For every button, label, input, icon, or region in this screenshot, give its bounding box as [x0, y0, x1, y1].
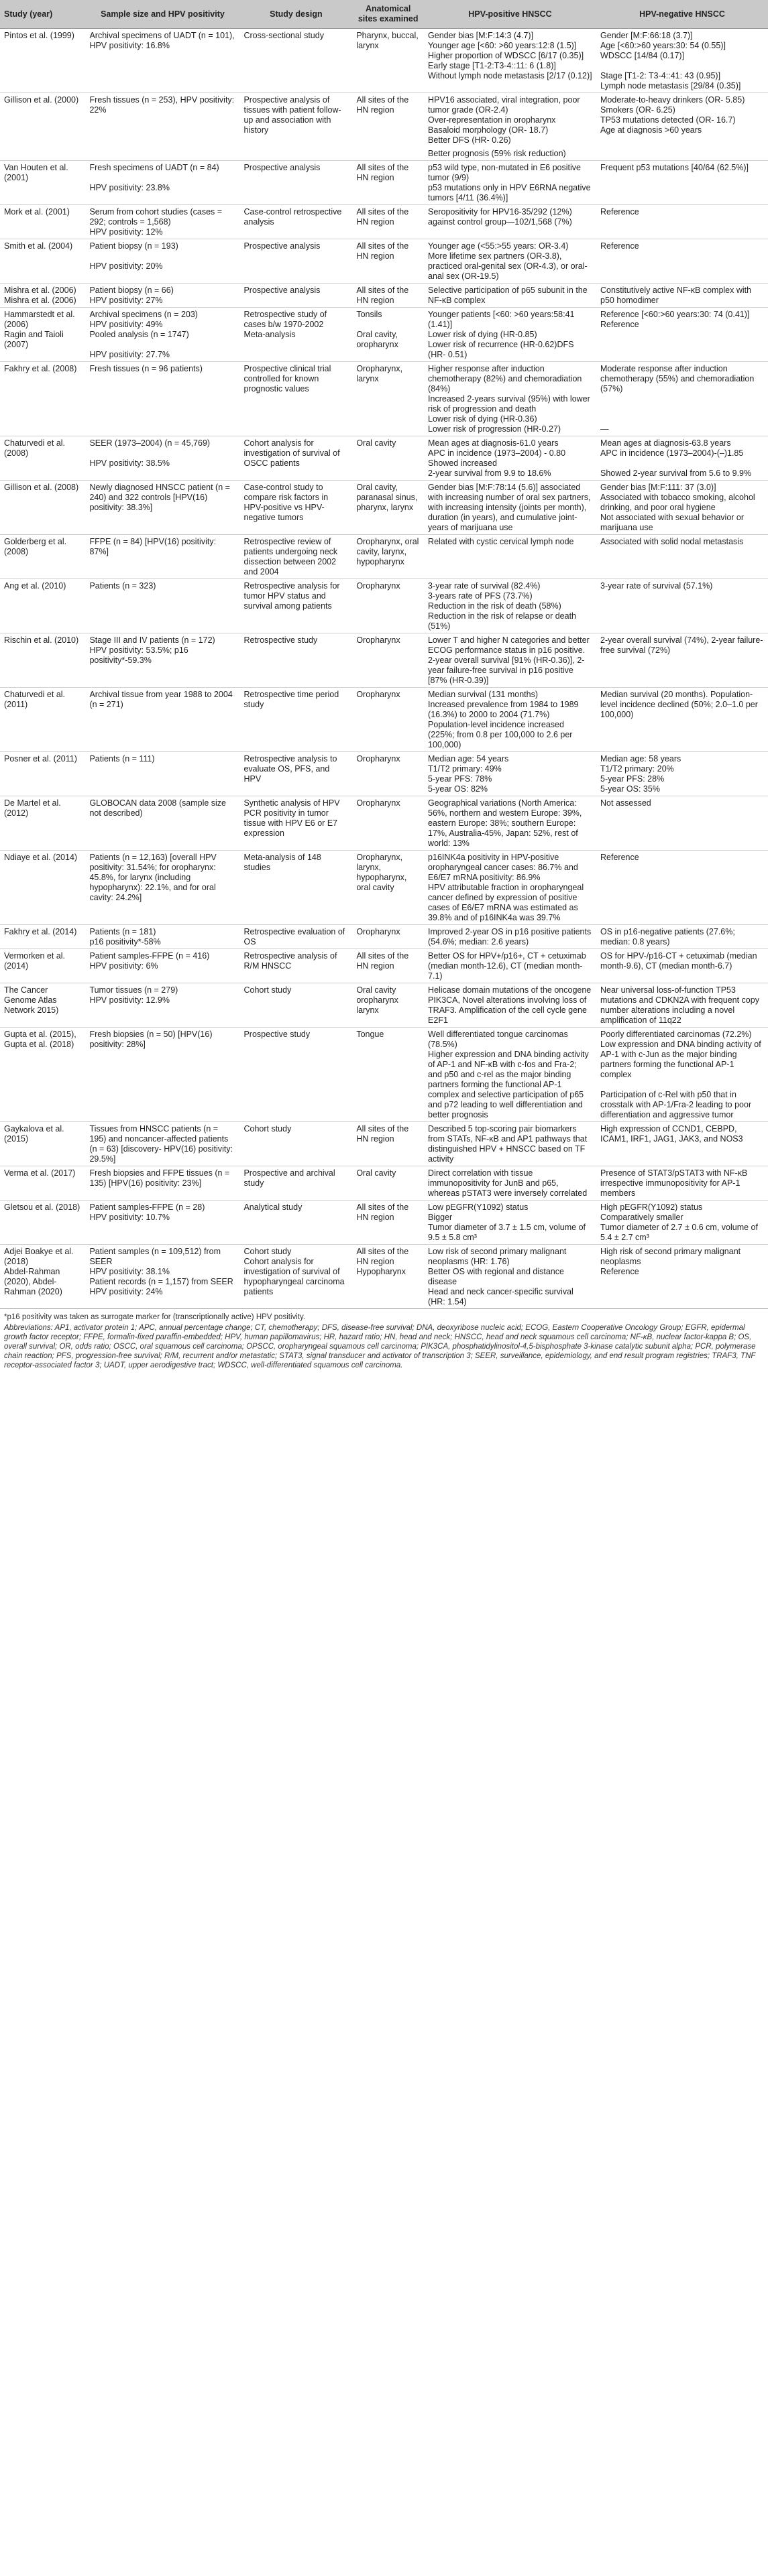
- cell-hpv-negative: Presence of STAT3/pSTAT3 with NF-κB irrespective immunopositivity for AP-1 members: [596, 1166, 768, 1201]
- cell-design: Prospective analysis of tissues with patient follow-up and association with history: [239, 93, 352, 147]
- cell-design: Retrospective study: [239, 633, 352, 688]
- cell-sites: All sites of the HN region: [352, 1122, 424, 1166]
- cell-design: Cohort study: [239, 983, 352, 1028]
- cell-design: Retrospective analysis for tumor HPV status and survival among patients: [239, 579, 352, 633]
- cell-hpv-negative: Reference: [596, 205, 768, 239]
- cell-design: Prospective analysis: [239, 284, 352, 308]
- cell-sites: Oral cavity oropharynx larynx: [352, 983, 424, 1028]
- cell-sample: Fresh tissues (n = 96 patients): [85, 362, 239, 436]
- cell-hpv-negative: Associated with solid nodal metastasis: [596, 535, 768, 579]
- cell-sites: Oropharynx: [352, 752, 424, 796]
- cell-hpv-positive: Described 5 top-scoring pair biomarkers from STATs, NF-κB and AP1 pathways that distinguished HPV + HNSCC based on TF activity: [424, 1122, 596, 1166]
- cell-study: Adjei Boakye et al. (2018) Abdel-Rahman (2020), Abdel-Rahman (2020): [0, 1245, 85, 1309]
- cell-sample: Archival tissue from year 1988 to 2004 (n = 271): [85, 688, 239, 752]
- cell-sites: Oral cavity: [352, 436, 424, 481]
- table-row: [0, 147, 768, 161]
- cell-sites: All sites of the HN region: [352, 1201, 424, 1245]
- table-row: [0, 851, 768, 925]
- cell-sites: All sites of the HN region Hypopharynx: [352, 1245, 424, 1309]
- table-row: [0, 1122, 768, 1166]
- cell-design: Retrospective review of patients undergoing neck dissection between 2002 and 2004: [239, 535, 352, 579]
- cell-sample: Stage III and IV patients (n = 172) HPV positivity: 53.5%; p16 positivity*-59.3%: [85, 633, 239, 688]
- cell-hpv-negative: OS in p16-negative patients (27.6%; median: 0.8 years): [596, 925, 768, 949]
- cell-hpv-negative: Median survival (20 months). Population-level incidence declined (50%; 2.0–1.0 per 100,000): [596, 688, 768, 752]
- table-row: [0, 535, 768, 579]
- cell-design: Cohort study: [239, 1122, 352, 1166]
- cell-hpv-positive: Younger age (<55:>55 years: OR-3.4) More lifetime sex partners (OR-3.8), practiced oral-genital sex (OR-4.3), or oral-anal sex (OR-19.5): [424, 239, 596, 284]
- cell-hpv-negative: Reference: [596, 239, 768, 284]
- cell-design: Synthetic analysis of HPV PCR positivity in tumor tissue with HPV E6 or E7 expression: [239, 796, 352, 851]
- table-row: [0, 205, 768, 239]
- cell-design: Retrospective analysis of R/M HNSCC: [239, 949, 352, 983]
- cell-hpv-positive: Well differentiated tongue carcinomas (78.5%) Higher expression and DNA binding activity of AP-1 and NF-κB with c-fos and Fra-2; and p50 and c-rel as the major binding partners forming the functional AP-1 complex and selective participation of p65 and p72 leading to well differentiation and better prognosis: [424, 1028, 596, 1122]
- cell-study: Posner et al. (2011): [0, 752, 85, 796]
- cell-sites: All sites of the HN region: [352, 284, 424, 308]
- header-sample: Sample size and HPV positivity: [85, 0, 239, 29]
- cell-hpv-negative: High pEGFR(Y1092) status Comparatively smaller Tumor diameter of 2.7 ± 0.6 cm, volume of 5.4 ± 2.7 cm³: [596, 1201, 768, 1245]
- cell-study: Hammarstedt et al. (2006) Ragin and Taioli (2007): [0, 308, 85, 362]
- cell-design: Prospective study: [239, 1028, 352, 1122]
- cell-sites: All sites of the HN region: [352, 161, 424, 205]
- cell-hpv-negative: 2-year overall survival (74%), 2-year failure-free survival (72%): [596, 633, 768, 688]
- cell-hpv-positive: Low risk of second primary malignant neoplasms (HR: 1.76) Better OS with regional and distance disease Head and neck cancer-specific survival (HR: 1.54): [424, 1245, 596, 1309]
- cell-hpv-negative: Frequent p53 mutations [40/64 (62.5%)]: [596, 161, 768, 205]
- cell-hpv-positive: Direct correlation with tissue immunopositivity for JunB and p65, whereas pSTAT3 were inversely correlated: [424, 1166, 596, 1201]
- cell-sites: Oropharynx: [352, 633, 424, 688]
- cell-sample: Patient samples-FFPE (n = 28) HPV positivity: 10.7%: [85, 1201, 239, 1245]
- header-sites: Anatomical sites examined: [352, 0, 424, 29]
- cell-sites: Oropharynx: [352, 796, 424, 851]
- cell-study: Smith et al. (2004): [0, 239, 85, 284]
- cell-hpv-negative: Mean ages at diagnosis-63.8 years APC in incidence (1973–2004)-(–)1.85 Showed 2-year survival from 5.6 to 9.9%: [596, 436, 768, 481]
- cell-sample: Patient samples (n = 109,512) from SEER HPV positivity: 38.1% Patient records (n = 1,157) from SEER HPV positivity: 24%: [85, 1245, 239, 1309]
- cell-study: Gletsou et al. (2018): [0, 1201, 85, 1245]
- cell-hpv-positive: Mean ages at diagnosis-61.0 years APC in incidence (1973–2004) - 0.80 Showed increased 2-year survival from 9.9 to 18.6%: [424, 436, 596, 481]
- header-hpv-positive: HPV-positive HNSCC: [424, 0, 596, 29]
- cell-design: Meta-analysis of 148 studies: [239, 851, 352, 925]
- table-row: [0, 983, 768, 1028]
- cell-sample: Patients (n = 12,163) [overall HPV positivity: 31.54%; for oropharynx: 45.8%, for larynx (including hypopharynx): 22.1%, and for oral cavity: 24.2%]: [85, 851, 239, 925]
- cell-study: Van Houten et al. (2001): [0, 161, 85, 205]
- table-row: [0, 579, 768, 633]
- cell-study: Ang et al. (2010): [0, 579, 85, 633]
- cell-design: Analytical study: [239, 1201, 352, 1245]
- cell-hpv-positive: Gender bias [M:F:14:3 (4.7)] Younger age [<60: >60 years:12:8 (1.5)] Higher proportion of WDSCC [6/17 (0.35)] Early stage [T1-2:T3-4::11: 6 (1.8)] Without lymph node metastasis [2/17 (0.12)]: [424, 29, 596, 93]
- cell-study: Gillison et al. (2000): [0, 93, 85, 147]
- cell-design: Case-control retrospective analysis: [239, 205, 352, 239]
- cell-study: The Cancer Genome Atlas Network 2015): [0, 983, 85, 1028]
- cell-study: Fakhry et al. (2014): [0, 925, 85, 949]
- cell-hpv-positive: Younger patients [<60: >60 years:58:41 (1.41)] Lower risk of dying (HR-0.85) Lower risk of recurrence (HR-0.62)DFS (HR- 0.51): [424, 308, 596, 362]
- cell-hpv-positive: Related with cystic cervical lymph node: [424, 535, 596, 579]
- header-hpv-negative: HPV-negative HNSCC: [596, 0, 768, 29]
- cell-sample: Serum from cohort studies (cases = 292; controls = 1,568) HPV positivity: 12%: [85, 205, 239, 239]
- cell-design: Retrospective analysis to evaluate OS, PFS, and HPV: [239, 752, 352, 796]
- cell-design: Prospective clinical trial controlled for known prognostic values: [239, 362, 352, 436]
- cell-design: [239, 147, 352, 161]
- cell-hpv-negative: Poorly differentiated carcinomas (72.2%) Low expression and DNA binding activity of AP-1 with c-Jun as the major binding partners forming the functional AP-1 complex Participation of c-Rel with p50 that in crosstalk with AP-1/Fra-2 leading to poor differentiation and aggressive tumor: [596, 1028, 768, 1122]
- table-row: [0, 925, 768, 949]
- cell-study: Chaturvedi et al. (2011): [0, 688, 85, 752]
- cell-hpv-positive: Median age: 54 years T1/T2 primary: 49% 5-year PFS: 78% 5-year OS: 82%: [424, 752, 596, 796]
- cell-hpv-negative: Gender [M:F:66:18 (3.7)] Age [<60:>60 years:30: 54 (0.55)] WDSCC [14/84 (0.17)] Stage [T1-2: T3-4::41: 43 (0.95)] Lymph node metastasis [29/84 (0.35)]: [596, 29, 768, 93]
- cell-sites: Pharynx, buccal, larynx: [352, 29, 424, 93]
- cell-sites: Tonsils Oral cavity, oropharynx: [352, 308, 424, 362]
- cell-design: Retrospective study of cases b/w 1970-2002 Meta-analysis: [239, 308, 352, 362]
- table-footnotes: [0, 1308, 768, 1375]
- cell-hpv-positive: HPV16 associated, viral integration, poor tumor grade (OR-2.4) Over-representation in oropharynx Basaloid morphology (OR- 18.7) Better DFS (HR- 0.26): [424, 93, 596, 147]
- cell-hpv-negative: Constitutively active NF-κB complex with p50 homodimer: [596, 284, 768, 308]
- cell-hpv-positive: p53 wild type, non-mutated in E6 positive tumor (9/9) p53 mutations only in HPV E6RNA negative tumors [4/11 (36.4%)]: [424, 161, 596, 205]
- cell-design: Retrospective evaluation of OS: [239, 925, 352, 949]
- cell-design: Cohort analysis for investigation of survival of OSCC patients: [239, 436, 352, 481]
- cell-study: [0, 147, 85, 161]
- cell-sites: [352, 147, 424, 161]
- cell-sample: FFPE (n = 84) [HPV(16) positivity: 87%]: [85, 535, 239, 579]
- cell-hpv-negative: 3-year rate of survival (57.1%): [596, 579, 768, 633]
- table-row: [0, 752, 768, 796]
- table-row: [0, 239, 768, 284]
- table-row: [0, 284, 768, 308]
- cell-sample: Fresh tissues (n = 253), HPV positivity: 22%: [85, 93, 239, 147]
- cell-study: Gupta et al. (2015), Gupta et al. (2018): [0, 1028, 85, 1122]
- cell-sample: Fresh biopsies and FFPE tissues (n = 135) [HPV(16) positivity: 23%]: [85, 1166, 239, 1201]
- table-row: [0, 308, 768, 362]
- cell-sites: Oral cavity: [352, 1166, 424, 1201]
- cell-study: Rischin et al. (2010): [0, 633, 85, 688]
- cell-sample: GLOBOCAN data 2008 (sample size not described): [85, 796, 239, 851]
- footnote-p16: *p16 positivity was taken as surrogate marker for (transcriptionally active) HPV positivity.: [4, 1313, 306, 1321]
- cell-design: Retrospective time period study: [239, 688, 352, 752]
- header-study: Study (year): [0, 0, 85, 29]
- cell-hpv-positive: Geographical variations (North America: 56%, northern and western Europe: 39%, eastern Europe: 38%; southern Europe: 17%, Australia-45%, Japan: 52%, rest of world: 13%: [424, 796, 596, 851]
- cell-sample: SEER (1973–2004) (n = 45,769) HPV positivity: 38.5%: [85, 436, 239, 481]
- cell-study: Vermorken et al. (2014): [0, 949, 85, 983]
- cell-hpv-negative: [596, 147, 768, 161]
- cell-sites: Oropharynx: [352, 579, 424, 633]
- cell-study: Mishra et al. (2006) Mishra et al. (2006): [0, 284, 85, 308]
- cell-sample: Archival specimens of UADT (n = 101), HPV positivity: 16.8%: [85, 29, 239, 93]
- cell-study: Ndiaye et al. (2014): [0, 851, 85, 925]
- cell-sites: All sites of the HN region: [352, 93, 424, 147]
- table-row: [0, 161, 768, 205]
- cell-sites: Oral cavity, paranasal sinus, pharynx, larynx: [352, 481, 424, 535]
- cell-hpv-negative: Moderate-to-heavy drinkers (OR- 5.85) Smokers (OR- 6.25) TP53 mutations detected (OR- 16.7) Age at diagnosis >60 years: [596, 93, 768, 147]
- cell-hpv-positive: Seropositivity for HPV16-35/292 (12%) against control group—102/1,568 (7%): [424, 205, 596, 239]
- table-body: [0, 29, 768, 1309]
- cell-sites: All sites of the HN region: [352, 239, 424, 284]
- cell-sample: Fresh specimens of UADT (n = 84) HPV positivity: 23.8%: [85, 161, 239, 205]
- cell-sample: Patients (n = 181) p16 positivity*-58%: [85, 925, 239, 949]
- cell-sample: Newly diagnosed HNSCC patient (n = 240) and 322 controls [HPV(16) positivity: 38.3%]: [85, 481, 239, 535]
- cell-hpv-negative: Not assessed: [596, 796, 768, 851]
- cell-hpv-negative: Moderate response after induction chemotherapy (55%) and chemoradiation (57%) —: [596, 362, 768, 436]
- cell-hpv-negative: Reference [<60:>60 years:30: 74 (0.41)] Reference: [596, 308, 768, 362]
- table-row: [0, 29, 768, 93]
- cell-hpv-positive: Improved 2-year OS in p16 positive patients (54.6%; median: 2.6 years): [424, 925, 596, 949]
- cell-sites: Oropharynx: [352, 688, 424, 752]
- cell-hpv-negative: High expression of CCND1, CEBPD, ICAM1, IRF1, JAG1, JAK3, and NOS3: [596, 1122, 768, 1166]
- table-row: [0, 949, 768, 983]
- cell-sites: Oropharynx, larynx, hypopharynx, oral cavity: [352, 851, 424, 925]
- cell-sites: Oropharynx, oral cavity, larynx, hypopharynx: [352, 535, 424, 579]
- cell-study: Golderberg et al. (2008): [0, 535, 85, 579]
- cell-hpv-positive: Selective participation of p65 subunit in the NF-κB complex: [424, 284, 596, 308]
- cell-study: Pintos et al. (1999): [0, 29, 85, 93]
- cell-hpv-negative: Reference: [596, 851, 768, 925]
- cell-study: Fakhry et al. (2008): [0, 362, 85, 436]
- cell-sample: Patient samples-FFPE (n = 416) HPV positivity: 6%: [85, 949, 239, 983]
- cell-design: Cohort study Cohort analysis for investigation of survival of hypopharyngeal carcinoma patients: [239, 1245, 352, 1309]
- cell-sites: Tongue: [352, 1028, 424, 1122]
- cell-hpv-positive: Median survival (131 months) Increased prevalence from 1984 to 1989 (16.3%) to 2000 to 2004 (71.7%) Population-level incidence increased (225%; from 0.8 per 100,000 to 2.6 per 100,000): [424, 688, 596, 752]
- cell-design: Cross-sectional study: [239, 29, 352, 93]
- cell-sites: Oropharynx: [352, 925, 424, 949]
- cell-hpv-positive: Better prognosis (59% risk reduction): [428, 149, 566, 158]
- cell-hpv-negative: Near universal loss-of-function TP53 mutations and CDKN2A with frequent copy number alterations including a novel amplification of 11q22: [596, 983, 768, 1028]
- cell-study: Verma et al. (2017): [0, 1166, 85, 1201]
- table-row: [0, 481, 768, 535]
- cell-design: Case-control study to compare risk factors in HPV-positive vs HPV-negative tumors: [239, 481, 352, 535]
- cell-hpv-positive: Helicase domain mutations of the oncogene PIK3CA, Novel alterations involving loss of TRAF3. Amplification of the cell cycle gene E2F1: [424, 983, 596, 1028]
- table-row: [0, 1166, 768, 1201]
- table-row: [0, 1201, 768, 1245]
- cell-sites: Oropharynx, larynx: [352, 362, 424, 436]
- cell-hpv-positive: Higher response after induction chemotherapy (82%) and chemoradiation (84%) Increased 2-years survival (95%) with lower risk of progression and death Lower risk of dying (HR-0.36) Lower risk of progression (HR-0.27): [424, 362, 596, 436]
- cell-design: Prospective analysis: [239, 161, 352, 205]
- cell-hpv-negative: High risk of second primary malignant neoplasms Reference: [596, 1245, 768, 1309]
- cell-sample: Archival specimens (n = 203) HPV positivity: 49% Pooled analysis (n = 1747) HPV positivity: 27.7%: [85, 308, 239, 362]
- footnote-abbreviations: Abbreviations: AP1, activator protein 1; APC, annual percentage change; CT, chemotherapy; DFS, disease-free survival; DNA, deoxyribose nucleic acid; ECOG, Eastern Cooperative Oncology Group; EGFR, epidermal growth factor receptor; FFPE, formalin-fixed paraffin-embedded; HPV, human papillomavirus; HR, hazard ratio; HN, head and neck; HNSCC, head and neck squamous cell carcinoma; NF-κB, nuclear factor-kappa B; OS, overall survival; OR, odds ratio; OSCC, oral squamous cell carcinoma; OPSCC, oropharyngeal squamous cell carcinoma; PIK3CA, phosphatidylinositol-4,5-bisphosphate 3-kinase catalytic subunit alpha; PCR, polymerase chain reaction; PFS, progression-free survival; R/M, recurrent and/or metastatic; STAT3, signal transducer and activator of transcription 3; SEER, surveillance, epidemiology, and end result program registries; TRAF3, TNF receptor-associated factor 3; UADT, upper aerodigestive tract; WDSCC, well-differentiated squamous cell carcinoma.: [4, 1324, 756, 1369]
- table-row: [0, 362, 768, 436]
- table-row: [0, 1028, 768, 1122]
- cell-hpv-positive: Better OS for HPV+/p16+, CT + cetuximab (median month-12.6), CT (median month-7.1): [424, 949, 596, 983]
- cell-hpv-positive: Low pEGFR(Y1092) status Bigger Tumor diameter of 3.7 ± 1.5 cm, volume of 9.5 ± 5.8 cm³: [424, 1201, 596, 1245]
- cell-sample: [85, 147, 239, 161]
- cell-design: Prospective analysis: [239, 239, 352, 284]
- cell-sample: Tumor tissues (n = 279) HPV positivity: 12.9%: [85, 983, 239, 1028]
- cell-sample: Tissues from HNSCC patients (n = 195) and noncancer-affected patients (n = 63) [discovery- HPV(16) positivity: 29.5%]: [85, 1122, 239, 1166]
- table-row: [0, 796, 768, 851]
- table-row: [0, 436, 768, 481]
- header-design: Study design: [239, 0, 352, 29]
- cell-sample: Fresh biopsies (n = 50) [HPV(16) positivity: 28%]: [85, 1028, 239, 1122]
- cell-hpv-positive: 3-year rate of survival (82.4%) 3-years rate of PFS (73.7%) Reduction in the risk of death (58%) Reduction in the risk of relapse or death (51%): [424, 579, 596, 633]
- table-row: [0, 1245, 768, 1309]
- cell-study: Mork et al. (2001): [0, 205, 85, 239]
- cell-sample: Patient biopsy (n = 193) HPV positivity: 20%: [85, 239, 239, 284]
- table-header-row: [0, 0, 768, 29]
- cell-sites: All sites of the HN region: [352, 205, 424, 239]
- cell-sample: Patients (n = 323): [85, 579, 239, 633]
- cell-hpv-positive: p16INK4a positivity in HPV-positive oropharyngeal cancer cases: 86.7% and E6/E7 mRNA positivity: 86.9% HPV attributable fraction in oropharyngeal cancer defined by expression of positive cases of E6/E7 mRNA was estimated as 39.8% and of p16INK4a was 39.7%: [424, 851, 596, 925]
- cell-sites: All sites of the HN region: [352, 949, 424, 983]
- table-row: [0, 688, 768, 752]
- cell-hpv-positive: Gender bias [M:F:78:14 (5.6)] associated with increasing number of oral sex partners, with increasing intensity (joints per month), duration (in years), and cumulative joint-years of marijuana use: [424, 481, 596, 535]
- cell-hpv-positive: Lower T and higher N categories and better ECOG performance status in p16 positive. 2-year overall survival [91% (HR-0.36)], 2-year failure-free survival in p16 positive [87% (HR-0.39)]: [424, 633, 596, 688]
- table-row: [0, 633, 768, 688]
- cell-hpv-negative: Gender bias [M:F:111: 37 (3.0)] Associated with tobacco smoking, alcohol drinking, and poor oral hygiene Not associated with sexual behavior or marijuana use: [596, 481, 768, 535]
- cell-study: Gillison et al. (2008): [0, 481, 85, 535]
- cell-study: Gaykalova et al. (2015): [0, 1122, 85, 1166]
- cell-study: Chaturvedi et al. (2008): [0, 436, 85, 481]
- cell-sample: Patients (n = 111): [85, 752, 239, 796]
- cell-design: Prospective and archival study: [239, 1166, 352, 1201]
- cell-hpv-negative: Median age: 58 years T1/T2 primary: 20% 5-year PFS: 28% 5-year OS: 35%: [596, 752, 768, 796]
- cell-hpv-negative: OS for HPV-/p16-CT + cetuximab (median month-9.6), CT (median month-6.7): [596, 949, 768, 983]
- cell-study: De Martel et al. (2012): [0, 796, 85, 851]
- cell-sample: Patient biopsy (n = 66) HPV positivity: 27%: [85, 284, 239, 308]
- table-row: [0, 93, 768, 147]
